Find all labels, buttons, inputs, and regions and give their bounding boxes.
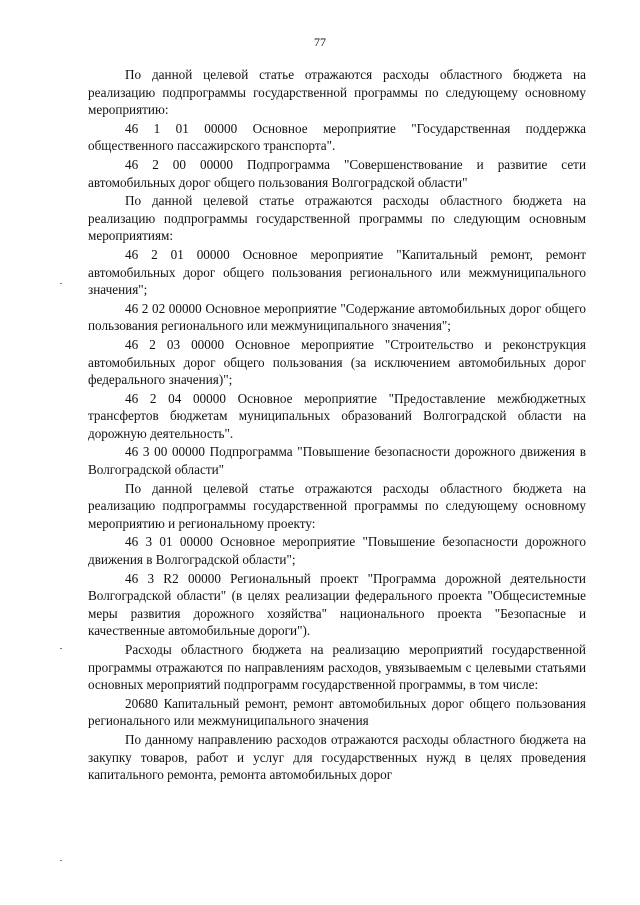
paragraph: 46 2 00 00000 Подпрограмма "Совершенствование и развитие сети автомобильных дорог общего пользования Волгоградской области" xyxy=(88,156,586,190)
scan-margin-mark xyxy=(60,283,62,284)
scan-margin-mark xyxy=(60,860,62,861)
paragraph: По данной целевой статье отражаются расходы областного бюджета на реализацию подпрограммы государственной программы по следующему основному мероприятию и региональному проекту: xyxy=(88,480,586,531)
paragraph: 46 3 00 00000 Подпрограмма "Повышение безопасности дорожного движения в Волгоградской области" xyxy=(88,444,586,478)
paragraph: 46 2 04 00000 Основное мероприятие "Предоставление межбюджетных трансфертов бюджетам муниципальных образований Волгоградской области на дорожную деятельность". xyxy=(88,390,586,441)
paragraph: По данному направлению расходов отражаются расходы областного бюджета на закупку товаров, работ и услуг для государственных нужд в целях проведения капитального ремонта, ремонта автомобильных дорог xyxy=(88,731,586,783)
page-number: 77 xyxy=(314,35,326,49)
paragraph: 46 3 01 00000 Основное мероприятие "Повышение безопасности дорожного движения в Волгоградской области"; xyxy=(88,534,586,568)
paragraph: 46 1 01 00000 Основное мероприятие "Государственная поддержка общественного пассажирского транспорта". xyxy=(88,120,586,154)
paragraph: 46 2 03 00000 Основное мероприятие "Строительство и реконструкция автомобильных дорог общего пользования (за исключением автомобильных дорог федерального значения)"; xyxy=(88,336,586,388)
paragraph: По данной целевой статье отражаются расходы областного бюджета на реализацию подпрограммы государственной программы по следующим основным мероприятиям: xyxy=(88,193,586,244)
paragraph: Расходы областного бюджета на реализацию мероприятий государственной программы отражаются по направлениям расходов, увязываемым с целевыми статьями основных мероприятий подпрограмм государственной программы, в том числе: xyxy=(88,642,586,693)
paragraph: По данной целевой статье отражаются расходы областного бюджета на реализацию подпрограммы государственной программы по следующему основному мероприятию: xyxy=(88,67,586,118)
paragraph: 46 2 02 00000 Основное мероприятие "Содержание автомобильных дорог общего пользования регионального или межмуниципального значения"; xyxy=(88,300,586,334)
paragraph: 46 3 R2 00000 Региональный проект "Программа дорожной деятельности Волгоградской области" (в целях реализации федерального проекта "Общесистемные меры развития дорожного хозяйства" национального проекта "Безопасные и качественные автомобильные дороги"). xyxy=(88,570,586,639)
scan-margin-mark xyxy=(60,648,62,649)
paragraph: 46 2 01 00000 Основное мероприятие "Капитальный ремонт, ремонт автомобильных дорог общего пользования регионального или межмуниципального значения"; xyxy=(88,246,586,298)
paragraph: 20680 Капитальный ремонт, ремонт автомобильных дорог общего пользования регионального или межмуниципального значения xyxy=(88,695,586,729)
document-body xyxy=(88,66,586,784)
